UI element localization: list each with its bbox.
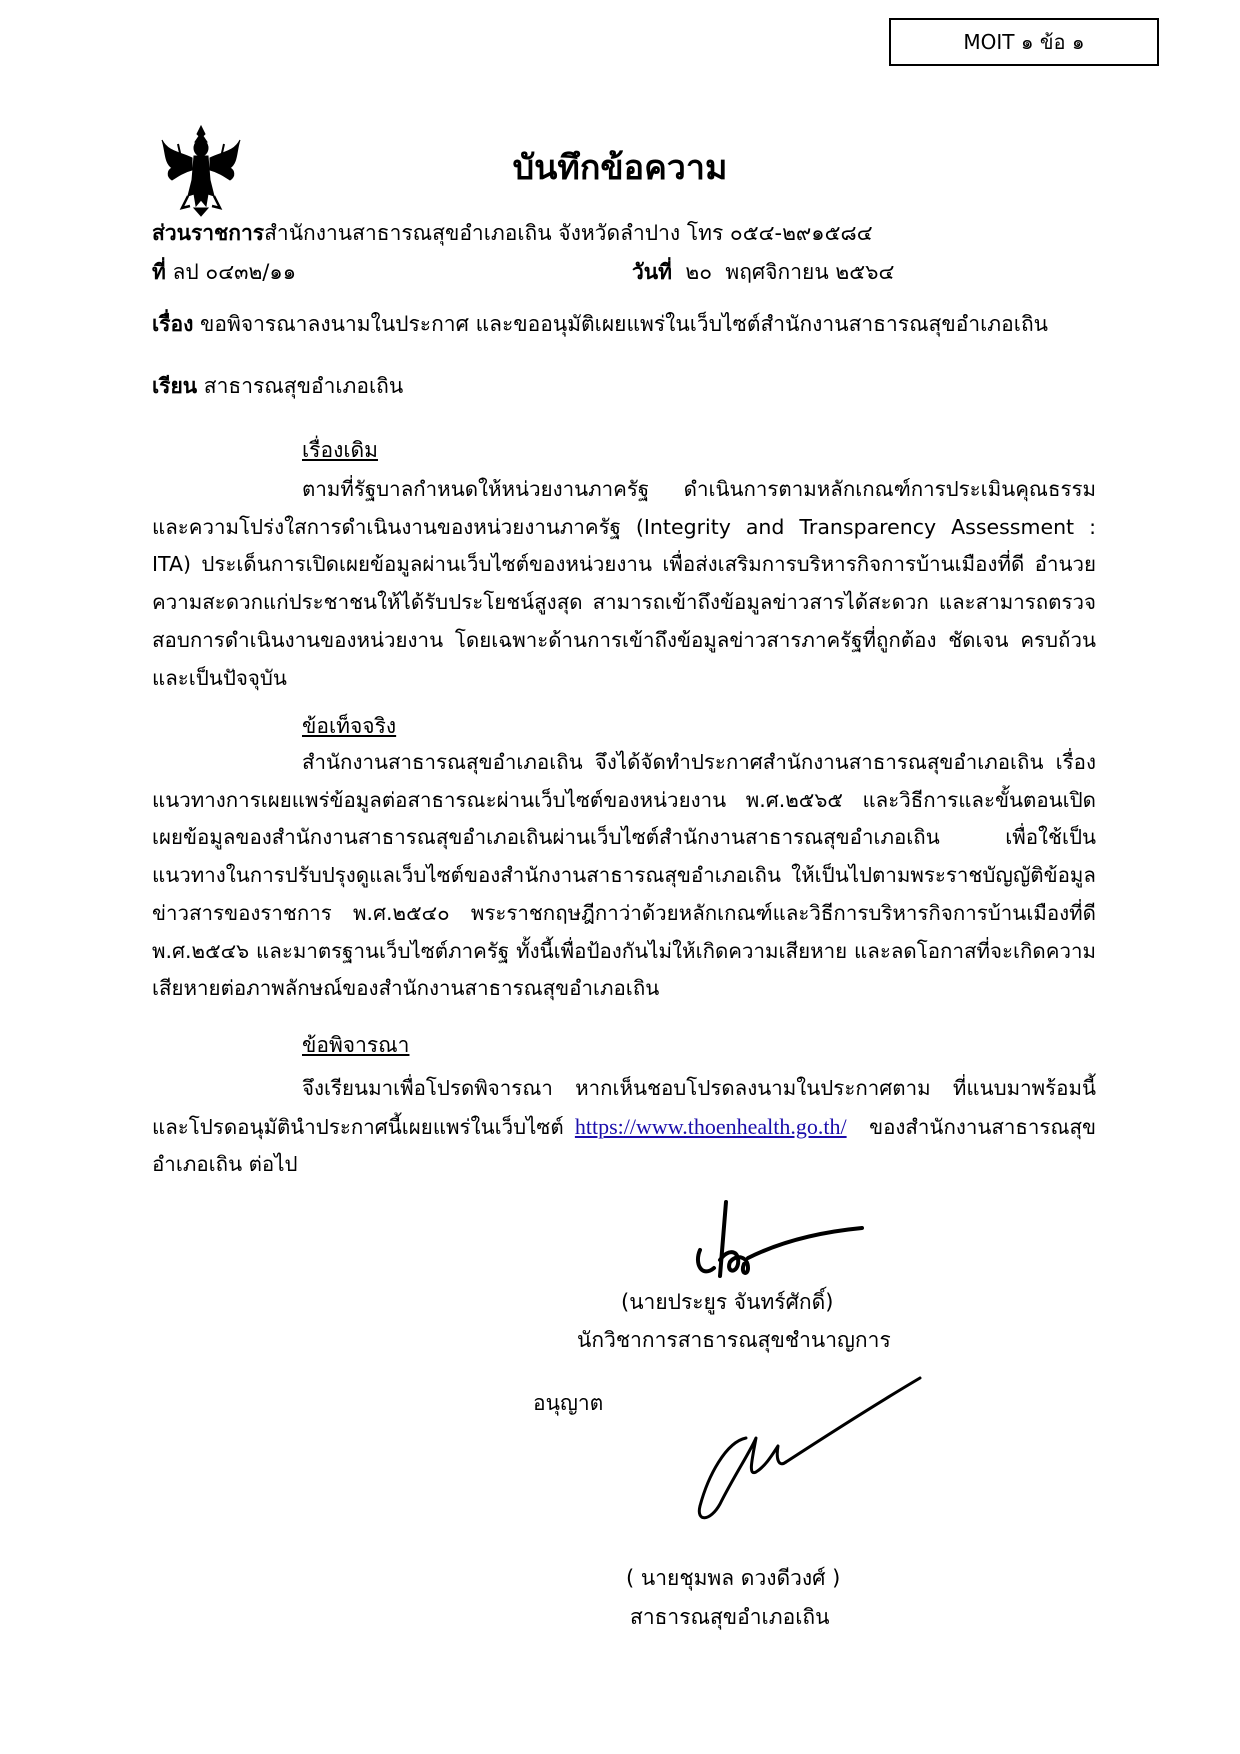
signer-1-name: (นายประยูร จันทร์ศักดิ์) bbox=[621, 1290, 834, 1314]
background-paragraph bbox=[152, 471, 1096, 697]
date-label: วันที่ bbox=[632, 260, 672, 284]
moit-label: MOIT ๑ ข้อ ๑ bbox=[963, 30, 1085, 54]
document-title: บันทึกข้อความ bbox=[512, 148, 728, 188]
website-link[interactable]: https://www.thoenhealth.go.th/ bbox=[574, 1113, 847, 1139]
moit-reference-box bbox=[889, 18, 1159, 66]
subject-value: ขอพิจารณาลงนามในประกาศ และขออนุมัติเผยแพร่ในเว็บไซต์สำนักงานสาธารณสุขอำเภอเถิน bbox=[193, 312, 1049, 336]
signer-1-position: นักวิชาการสาธารณสุขชำนาญการ bbox=[577, 1328, 891, 1352]
consideration-heading: ข้อพิจารณา bbox=[302, 1033, 410, 1057]
recipient-label: เรียน bbox=[152, 374, 198, 398]
date-line bbox=[632, 254, 894, 290]
facts-text: สำนักงานสาธารณสุขอำเภอเถิน จึงได้จัดทำประกาศสำนักงานสาธารณสุขอำเภอเถิน เรื่อง แนวทางการเผยแพร่ข้อมูลต่อสาธารณะผ่านเว็บไซต์ของหน่วยงาน พ.ศ.๒๕๖๕ และวิธีการและขั้นตอนเปิดเผยข้อมูลของสำนักงานสาธารณสุขอำเภอเถินผ่านเว็บไซต์สำนักงานสาธารณสุขอำเภอเถิน เพื่อใช้เป็นแนวทางในการปรับปรุงดูแลเว็บไซต์ของสำนักงานสาธารณสุขอำเภอเถิน ให้เป็นไปตามพระราชบัญญัติข้อมูลข่าวสารของราชการ พ.ศ.๒๕๔๐ พระราชกฤษฎีกาว่าด้วยหลักเกณฑ์และวิธีการบริหารกิจการบ้านเมืองที่ดี พ.ศ.๒๕๔๖ และมาตรฐานเว็บไซต์ภาครัฐ ทั้งนี้เพื่อป้องกันไม่ให้เกิดความเสียหาย และลดโอกาสที่จะเกิดความเสียหายต่อภาพลักษณ์ของสำนักงานสาธารณสุขอำเภอเถิน bbox=[152, 750, 1096, 1001]
reference-value: ลป ๐๔๓๒/๑๑ bbox=[165, 260, 297, 284]
consideration-text-after: ของสำนักงานสาธารณสุขอำเภอเถิน ต่อไป bbox=[152, 1114, 1096, 1177]
signer-2-name: ( นายชุมพล ดวงดีวงศ์ ) bbox=[626, 1566, 841, 1590]
background-text: ตามที่รัฐบาลกำหนดให้หน่วยงานภาครัฐ ดำเนินการตามหลักเกณฑ์การประเมินคุณธรรมและความโปร่งใสการดำเนินงานของหน่วยงานภาครัฐ (Integrity and Transparency Assessment : ITA) ประเด็นการเปิดเผยข้อมูลผ่านเว็บไซต์ของหน่วยงาน เพื่อส่งเสริมการบริหารกิจการบ้านเมืองที่ดี อำนวยความสะดวกแก่ประชาชนให้ได้รับประโยชน์สูงสุด สามารถเข้าถึงข้อมูลข่าวสารได้สะดวก และสามารถตรวจสอบการดำเนินงานของหน่วยงาน โดยเฉพาะด้านการเข้าถึงข้อมูลข่าวสารภาครัฐที่ถูกต้อง ชัดเจน ครบถ้วน และเป็นปัจจุบัน bbox=[152, 477, 1096, 690]
signature-2-image bbox=[686, 1376, 926, 1536]
recipient-line bbox=[152, 368, 403, 404]
recipient-value: สาธารณสุขอำเภอเถิน bbox=[197, 374, 404, 398]
subject-line bbox=[152, 306, 1048, 342]
approval-text: อนุญาต bbox=[533, 1391, 604, 1415]
consideration-paragraph bbox=[152, 1070, 1096, 1184]
agency-value: สำนักงานสาธารณสุขอำเภอเถิน จังหวัดลำปาง โทร ๐๕๔-๒๙๑๕๘๔ bbox=[264, 221, 873, 245]
consideration-text-before: จึงเรียนมาเพื่อโปรดพิจารณา หากเห็นชอบโปรดลงนามในประกาศตาม ที่แนบมาพร้อมนี้ และโปรดอนุมัตินำประกาศนี้เผยแพร่ในเว็บไซต์ bbox=[152, 1076, 1096, 1139]
agency-label: ส่วนราชการ bbox=[152, 221, 265, 245]
reference-line bbox=[152, 254, 296, 290]
date-value: ๒๐ พฤศจิกายน ๒๕๖๔ bbox=[672, 260, 895, 284]
signature-1-image bbox=[690, 1198, 870, 1288]
reference-label: ที่ bbox=[152, 260, 166, 284]
facts-paragraph bbox=[152, 744, 1096, 1008]
agency-line bbox=[152, 215, 873, 251]
facts-heading: ข้อเท็จจริง bbox=[302, 714, 397, 738]
signer-2-position: สาธารณสุขอำเภอเถิน bbox=[630, 1605, 830, 1629]
background-heading: เรื่องเดิม bbox=[302, 438, 378, 462]
subject-label: เรื่อง bbox=[152, 312, 194, 336]
